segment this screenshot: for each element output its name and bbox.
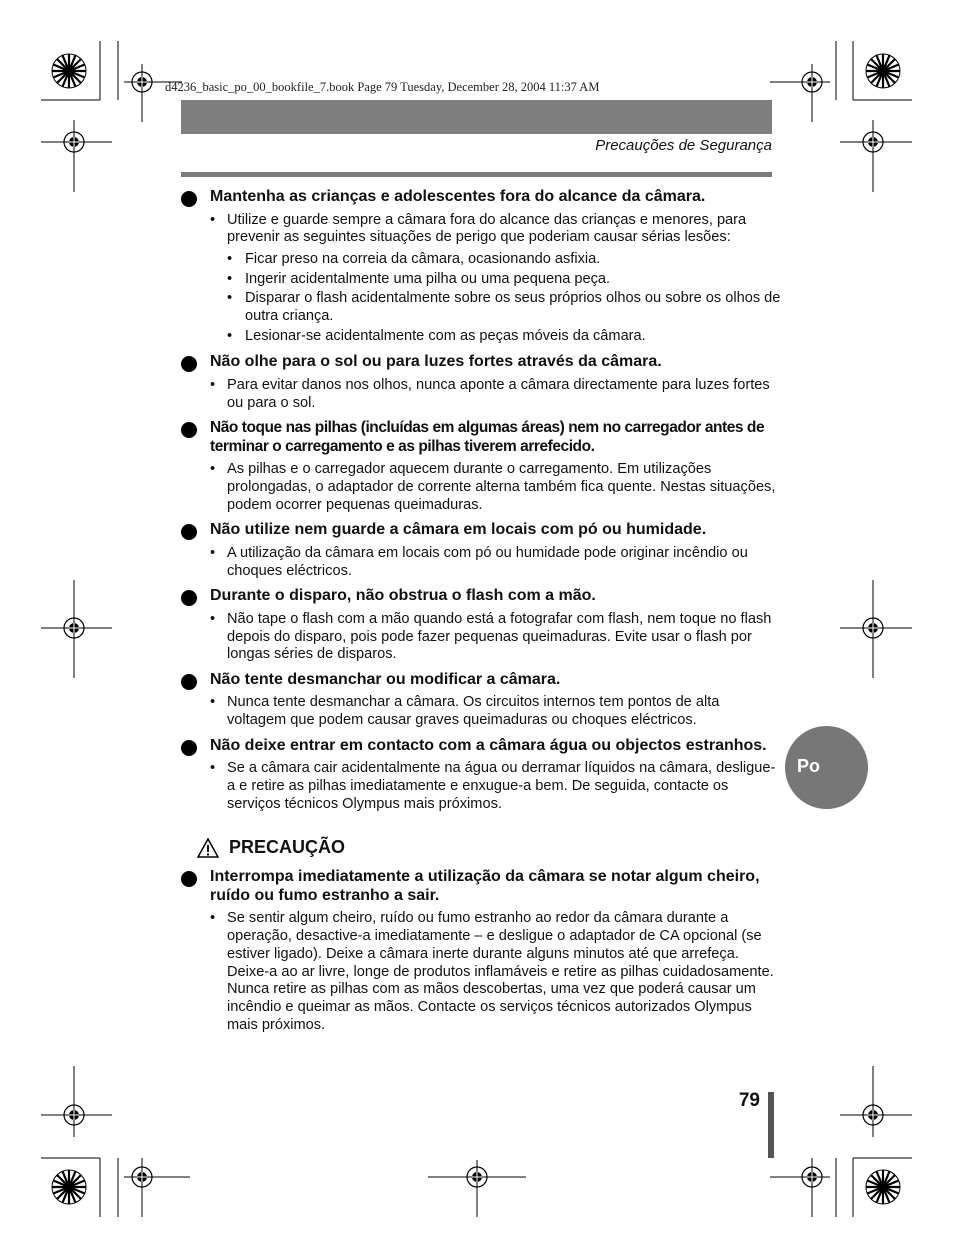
bullet-dot xyxy=(181,356,197,372)
bullet-dot xyxy=(181,524,197,540)
section-title: Precauções de Segurança xyxy=(595,137,772,154)
item-heading: Não deixe entrar em contacto com a câmara água ou objectos estranhos. xyxy=(210,736,767,754)
main-content xyxy=(181,188,781,1035)
language-tab xyxy=(785,726,868,809)
bullet-text: • Se a câmara cair acidentalmente na água ou derramar líquidos na câmara, desligue-a e retire as pilhas imediatamente e enxugue-a bem. De seguida, contacte os serviços técnicos Olympus mais próximos. xyxy=(210,760,781,813)
bullet-text: • Se sentir algum cheiro, ruído ou fumo estranho ao redor da câmara durante a operação, desactive-a imediatamente – e desligue o adaptador de CA opcional (se estiver ligado). Deixe a câmara inerte durante alguns minutos até que arrefeça. Deixe-a ao ar livre, longe de produtos inflamáveis e retire as pilhas cuidadosamente. Nunca retire as pilhas com as mãos descobertas, uma vez que poderá causar um incêndio e queimar as mãos. Contacte os serviços técnicos autorizados Olympus mais próximos. xyxy=(210,910,781,1034)
page-number-bar xyxy=(768,1092,774,1158)
bullet-dot xyxy=(181,674,197,690)
list-item xyxy=(181,868,781,1034)
list-item xyxy=(181,671,781,730)
item-heading: Durante o disparo, não obstrua o flash com a mão. xyxy=(210,587,596,605)
precaution-label: PRECAUÇÃO xyxy=(229,837,346,858)
precaution-heading xyxy=(197,837,781,858)
item-heading: Não toque nas pilhas (incluídas em algumas áreas) nem no carregador antes de terminar o carregamento e as pilhas tiverem arrefecido. xyxy=(210,419,765,455)
bullet-text: • A utilização da câmara em locais com pó ou humidade pode originar incêndio ou choques eléctricos. xyxy=(210,545,781,580)
item-heading: Interrompa imediatamente a utilização da câmara se notar algum cheiro, ruído ou fumo estranho a sair. xyxy=(210,868,760,904)
list-item xyxy=(181,419,781,514)
bullet-text: • Para evitar danos nos olhos, nunca aponte a câmara directamente para luzes fortes ou para o sol. xyxy=(210,377,781,412)
bullet-dot xyxy=(181,191,197,207)
language-tab-label: Po xyxy=(797,756,821,776)
item-heading: Mantenha as crianças e adolescentes fora do alcance da câmara. xyxy=(210,188,706,205)
bullet-text: • As pilhas e o carregador aquecem durante o carregamento. Em utilizações prolongadas, o adaptador de corrente alterna também fica quente. Nestas situações, podem ocorrer pequenas queimaduras. xyxy=(210,461,781,514)
list-item xyxy=(181,353,781,412)
warning-icon xyxy=(197,838,219,858)
bullet-dot xyxy=(181,422,197,438)
sub-bullet-text: • Ficar preso na correia da câmara, ocasionando asfixia. xyxy=(227,251,781,269)
header-rule xyxy=(181,172,772,177)
bullet-dot xyxy=(181,871,197,887)
page-number: 79 xyxy=(738,1090,760,1111)
print-info: d4236_basic_po_00_bookfile_7.book Page 79 Tuesday, December 28, 2004 11:37 AM xyxy=(165,80,600,94)
sub-bullet-text: • Lesionar-se acidentalmente com as peças móveis da câmara. xyxy=(227,328,781,346)
item-heading: Não tente desmanchar ou modificar a câmara. xyxy=(210,670,561,688)
bullet-text: • Não tape o flash com a mão quando está a fotografar com flash, nem toque no flash depois do disparo, pois pode fazer pequenas queimaduras. Evite usar o flash por longas séries de disparos. xyxy=(210,611,781,664)
header-bar xyxy=(181,100,772,134)
item-heading: Não utilize nem guarde a câmara em locais com pó ou humidade. xyxy=(210,521,707,539)
bullet-dot xyxy=(181,740,197,756)
bullet-text: • Utilize e guarde sempre a câmara fora do alcance das crianças e menores, para prevenir as seguintes situações de perigo que poderiam causar sérias lesões: • Ficar preso na correia da câmara, ocasionando asfixia. • Ingerir acidentalmente uma pilha ou uma pequena peça. • Disparar o flash acidentalmente sobre os seus próprios olhos ou sobre os olhos de outra criança. • Lesionar-se acidentalmente com as peças móveis da câmara. xyxy=(210,212,781,346)
sub-bullet-text: • Disparar o flash acidentalmente sobre os seus próprios olhos ou sobre os olhos de outra criança. xyxy=(227,290,781,325)
list-item xyxy=(181,587,781,664)
list-item xyxy=(181,737,781,814)
bullet-text: • Nunca tente desmanchar a câmara. Os circuitos internos tem pontos de alta voltagem que podem causar graves queimaduras ou choques eléctricos. xyxy=(210,694,781,729)
bullet-dot xyxy=(181,590,197,606)
list-item xyxy=(181,188,781,345)
item-heading: Não olhe para o sol ou para luzes fortes através da câmara. xyxy=(210,353,662,371)
list-item xyxy=(181,521,781,580)
sub-bullet-text: • Ingerir acidentalmente uma pilha ou uma pequena peça. xyxy=(227,271,781,289)
